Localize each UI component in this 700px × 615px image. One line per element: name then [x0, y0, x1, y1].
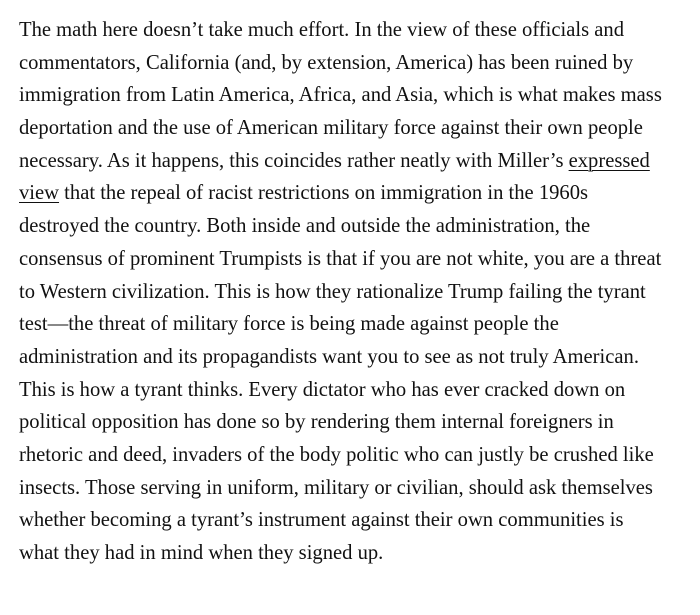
text-line	[19, 47, 695, 80]
text-segment: commentators, California (and, by extension, America) has been ruined by	[19, 51, 634, 74]
text-line	[19, 406, 695, 439]
article-body	[19, 14, 695, 570]
text-segment: rhetoric and deed, invaders of the body politic who can justly be crushed like	[19, 443, 654, 466]
text-segment: to Western civilization. This is how they rationalize Trump failing the tyrant	[19, 280, 646, 303]
text-segment: consensus of prominent Trumpists is that if you are not white, you are a threat	[19, 247, 662, 270]
text-segment: whether becoming a tyrant’s instrument against their own communities is	[19, 509, 624, 532]
text-line	[19, 341, 695, 374]
text-line	[19, 439, 695, 472]
text-line	[19, 112, 695, 145]
text-segment: The math here doesn’t take much effort. In the view of these officials and	[19, 19, 625, 41]
text-line	[19, 14, 695, 47]
text-line	[19, 276, 695, 309]
text-segment: that the repeal of racist restrictions on immigration in the 1960s	[59, 182, 589, 205]
text-line	[19, 210, 695, 243]
expressed-view-link[interactable]: expressed	[568, 149, 650, 172]
text-line	[19, 145, 695, 178]
text-segment: necessary. As it happens, this coincides rather neatly with Miller’s	[19, 149, 569, 172]
text-segment: destroyed the country. Both inside and outside the administration, the	[19, 215, 591, 238]
text-segment: administration and its propagandists want you to see as not truly American.	[19, 345, 639, 368]
paragraph	[19, 374, 695, 570]
text-line	[19, 537, 695, 570]
expressed-view-link[interactable]: view	[19, 182, 60, 205]
paragraph	[19, 14, 695, 374]
text-segment: test—the threat of military force is being made against people the	[19, 313, 559, 336]
text-segment: insects. Those serving in uniform, military or civilian, should ask themselves	[19, 476, 653, 499]
text-segment: This is how a tyrant thinks. Every dictator who has ever cracked down on	[19, 378, 626, 401]
text-segment: political opposition has done so by rendering them internal foreigners in	[19, 411, 614, 434]
text-line	[19, 374, 695, 407]
text-line	[19, 472, 695, 505]
text-line	[19, 243, 695, 276]
text-segment: what they had in mind when they signed up.	[19, 542, 384, 564]
text-line	[19, 79, 695, 112]
text-segment: immigration from Latin America, Africa, and Asia, which is what makes mass	[19, 84, 662, 107]
text-line	[19, 308, 695, 341]
text-line	[19, 177, 695, 210]
text-segment: deportation and the use of American military force against their own people	[19, 117, 643, 140]
text-line	[19, 504, 695, 537]
